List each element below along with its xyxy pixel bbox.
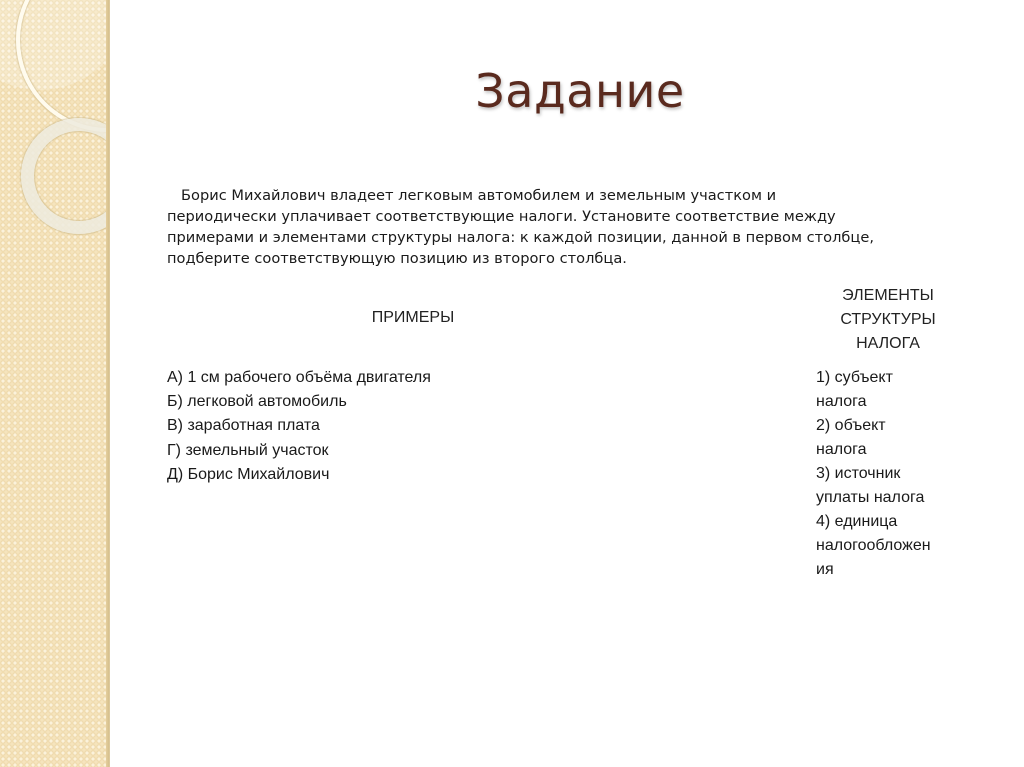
element-line: 2) объект xyxy=(816,417,886,434)
elements-header-line: НАЛОГА xyxy=(856,335,920,352)
tax-elements-list xyxy=(816,366,976,582)
elements-header-line: СТРУКТУРЫ xyxy=(840,311,936,328)
task-line-2: периодически уплачивает соответствующие налоги. Установите соответствие между xyxy=(167,208,836,225)
element-line: 3) источник xyxy=(816,465,901,482)
slide-title: Задание xyxy=(475,64,685,118)
decorative-sidebar xyxy=(0,0,110,767)
element-line: 4) единица xyxy=(816,513,898,530)
examples-header: ПРИМЕРЫ xyxy=(371,309,455,326)
ring-large-icon xyxy=(16,0,110,132)
element-line: 1) субъект xyxy=(816,369,893,386)
elements-header-line: ЭЛЕМЕНТЫ xyxy=(842,287,934,304)
example-item-v: В) заработная плата xyxy=(167,417,320,435)
task-line-1: Борис Михайлович владеет легковым автомобилем и земельным участком и xyxy=(181,187,777,204)
example-item-g: Г) земельный участок xyxy=(167,441,329,459)
sidebar-edge-divider xyxy=(106,0,110,767)
task-line-3: примерами и элементами структуры налога: к каждой позиции, данной в первом столбце, xyxy=(167,229,874,246)
element-line: уплаты налога xyxy=(816,489,925,506)
element-line: налога xyxy=(816,441,867,458)
examples-list xyxy=(167,366,431,487)
element-line: ия xyxy=(816,561,834,578)
task-line-4: подберите соответствующую позицию из второго столбца. xyxy=(167,250,627,267)
element-line: налога xyxy=(816,393,867,410)
elements-header xyxy=(800,284,976,356)
ring-small-icon xyxy=(21,118,110,234)
example-item-b: Б) легковой автомобиль xyxy=(167,393,347,411)
example-item-a: А) 1 см рабочего объёма двигателя xyxy=(167,369,431,386)
task-description xyxy=(167,185,997,269)
example-item-d: Д) Борис Михайлович xyxy=(167,465,330,483)
element-line: налогообложен xyxy=(816,537,931,554)
